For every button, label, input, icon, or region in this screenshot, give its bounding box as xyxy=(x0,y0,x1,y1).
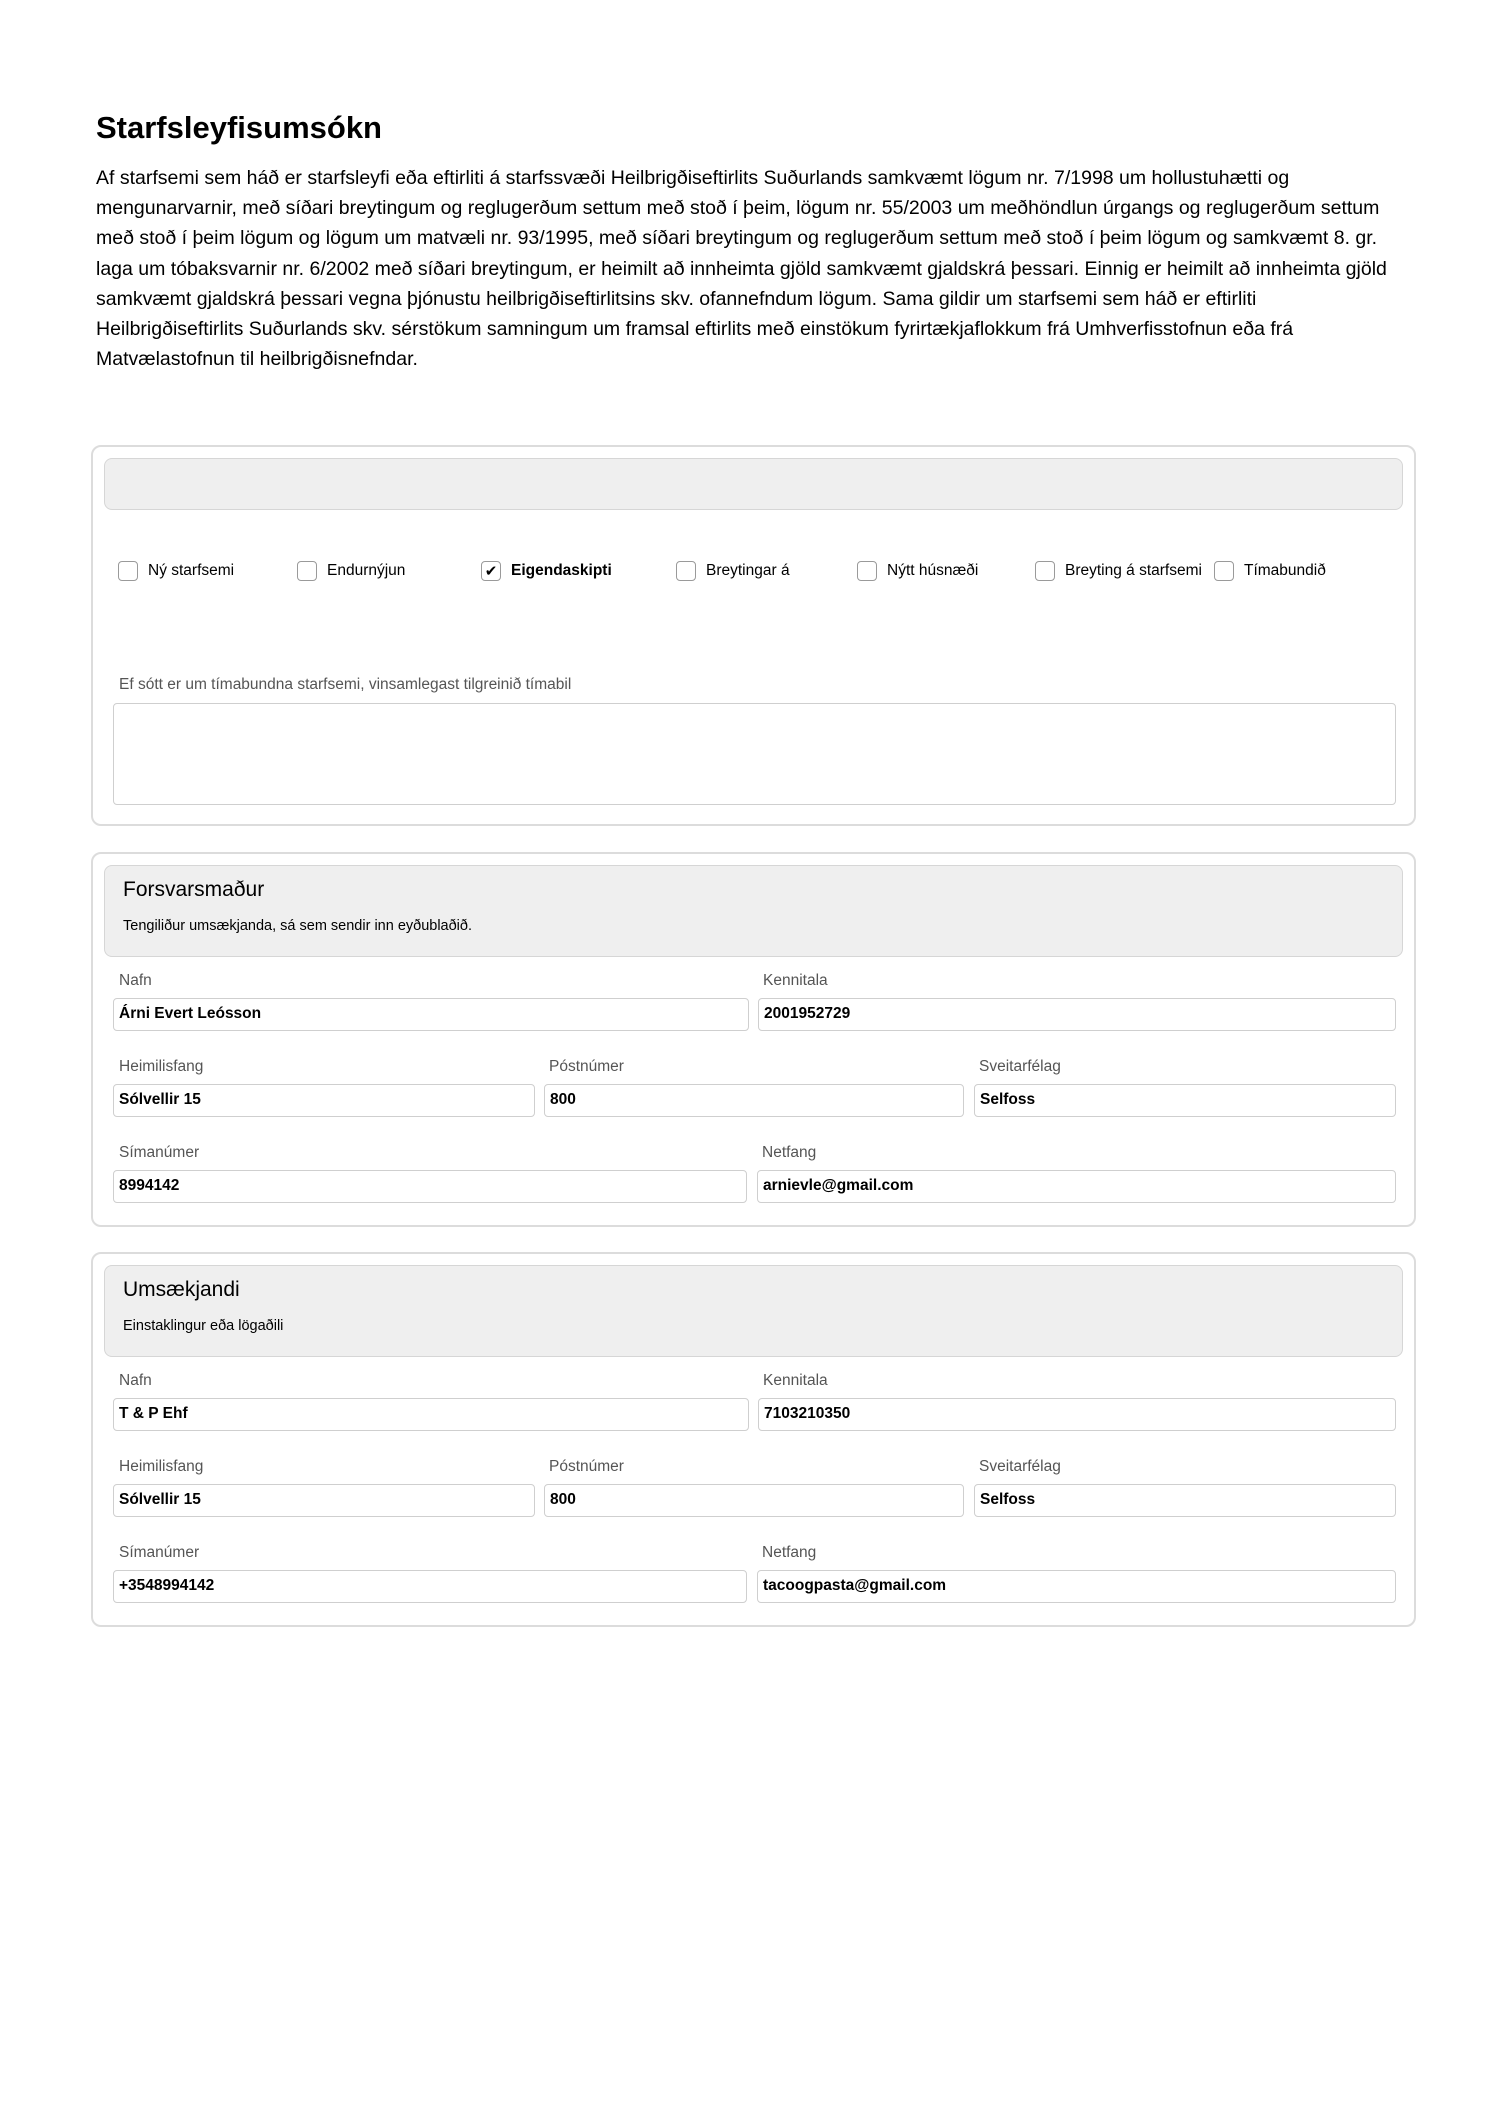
checkbox-eigendaskipti[interactable] xyxy=(481,561,612,581)
municipality-label: Sveitarfélag xyxy=(979,1458,1061,1475)
checkmark-icon[interactable]: ✔ xyxy=(481,561,501,581)
kennitala-label: Kennitala xyxy=(763,1372,828,1389)
checkbox-label: Breyting á starfsemi xyxy=(1065,562,1202,579)
postal-input[interactable]: 800 xyxy=(544,1484,964,1517)
email-input[interactable]: arnievle@gmail.com xyxy=(757,1170,1396,1203)
checkbox-box[interactable] xyxy=(1214,561,1234,581)
section-subtitle: Tengiliður umsækjanda, sá sem sendir inn eyðublaðið. xyxy=(123,918,472,934)
checkbox-endurnyjun[interactable] xyxy=(297,561,405,581)
checkbox-label: Eigendaskipti xyxy=(511,562,612,579)
checkbox-breyting-a-starfsemi[interactable] xyxy=(1035,561,1202,581)
representative-header xyxy=(104,865,1403,957)
checkbox-label: Endurnýjun xyxy=(327,562,406,579)
checkbox-label: Nýtt húsnæði xyxy=(887,562,979,579)
section-title: Forsvarsmaður xyxy=(123,878,265,901)
checkbox-box[interactable] xyxy=(297,561,317,581)
checkbox-nytt-husnaedi[interactable] xyxy=(857,561,978,581)
name-input[interactable]: Árni Evert Leósson xyxy=(113,998,749,1031)
phone-input[interactable]: 8994142 xyxy=(113,1170,747,1203)
kennitala-label: Kennitala xyxy=(763,972,828,989)
name-label: Nafn xyxy=(119,972,152,989)
name-input[interactable]: T & P Ehf xyxy=(113,1398,749,1431)
address-label: Heimilisfang xyxy=(119,1058,204,1075)
address-input[interactable]: Sólvellir 15 xyxy=(113,1484,535,1517)
application-type-header xyxy=(104,458,1403,510)
applicant-header xyxy=(104,1265,1403,1357)
municipality-input[interactable]: Selfoss xyxy=(974,1084,1396,1117)
kennitala-input[interactable]: 2001952729 xyxy=(758,998,1396,1031)
checkbox-breytingar-a[interactable] xyxy=(676,561,790,581)
checkbox-box[interactable] xyxy=(1035,561,1055,581)
period-label: Ef sótt er um tímabundna starfsemi, vinsamlegast tilgreinið tímabil xyxy=(119,676,572,693)
postal-label: Póstnúmer xyxy=(549,1458,624,1475)
section-title: Umsækjandi xyxy=(123,1278,240,1301)
period-textarea[interactable] xyxy=(113,703,1396,805)
checkbox-timabundid[interactable] xyxy=(1214,561,1326,581)
checkbox-label: Breytingar á xyxy=(706,562,790,579)
name-label: Nafn xyxy=(119,1372,152,1389)
section-subtitle: Einstaklingur eða lögaðili xyxy=(123,1318,284,1334)
checkbox-label: Tímabundið xyxy=(1244,562,1326,579)
email-label: Netfang xyxy=(762,1544,817,1561)
email-input[interactable]: tacoogpasta@gmail.com xyxy=(757,1570,1396,1603)
phone-label: Símanúmer xyxy=(119,1544,200,1561)
checkbox-box[interactable] xyxy=(676,561,696,581)
postal-input[interactable]: 800 xyxy=(544,1084,964,1117)
address-input[interactable]: Sólvellir 15 xyxy=(113,1084,535,1117)
postal-label: Póstnúmer xyxy=(549,1058,624,1075)
kennitala-input[interactable]: 7103210350 xyxy=(758,1398,1396,1431)
page-title: Starfsleyfisumsókn xyxy=(96,110,382,145)
checkbox-box[interactable] xyxy=(857,561,877,581)
email-label: Netfang xyxy=(762,1144,817,1161)
address-label: Heimilisfang xyxy=(119,1458,204,1475)
checkbox-ny-starfsemi[interactable] xyxy=(118,561,234,581)
checkbox-box[interactable] xyxy=(118,561,138,581)
phone-input[interactable]: +3548994142 xyxy=(113,1570,747,1603)
intro-paragraph: Af starfsemi sem háð er starfsleyfi eða eftirliti á starfssvæði Heilbrigðiseftirlits Suðurlands samkvæmt lögum nr. 7/1998 um hollustuhætti og mengunarvarnir, með síðari breytingum og reglugerðum settum með stoð í þeim, lögum nr. 55/2003 um meðhöndlun úrgangs og reglugerðum settum með stoð í þeim lögum og lögum um matvæli nr. 93/1995, með síðari breytingum og reglugerðum settum með stoð í þeim lögum og samkvæmt 8. gr. laga um tóbaksvarnir nr. 6/2002 með síðari breytingum, er heimilt að innheimta gjöld samkvæmt gjaldskrá þessari. Einnig er heimilt að innheimta gjöld samkvæmt gjaldskrá þessari vegna þjónustu heilbrigðiseftirlitsins skv. ofannefndum lögum. Sama gildir um starfsemi sem háð er eftirliti Heilbrigðiseftirlits Suðurlands skv. sérstökum samningum um framsal eftirlits með einstökum fyrirtækjaflokkum frá Umhverfisstofnun eða frá Matvælastofnun til heilbrigðisnefndar. xyxy=(96,167,1387,371)
municipality-input[interactable]: Selfoss xyxy=(974,1484,1396,1517)
checkbox-label: Ný starfsemi xyxy=(148,562,235,579)
municipality-label: Sveitarfélag xyxy=(979,1058,1061,1075)
phone-label: Símanúmer xyxy=(119,1144,200,1161)
